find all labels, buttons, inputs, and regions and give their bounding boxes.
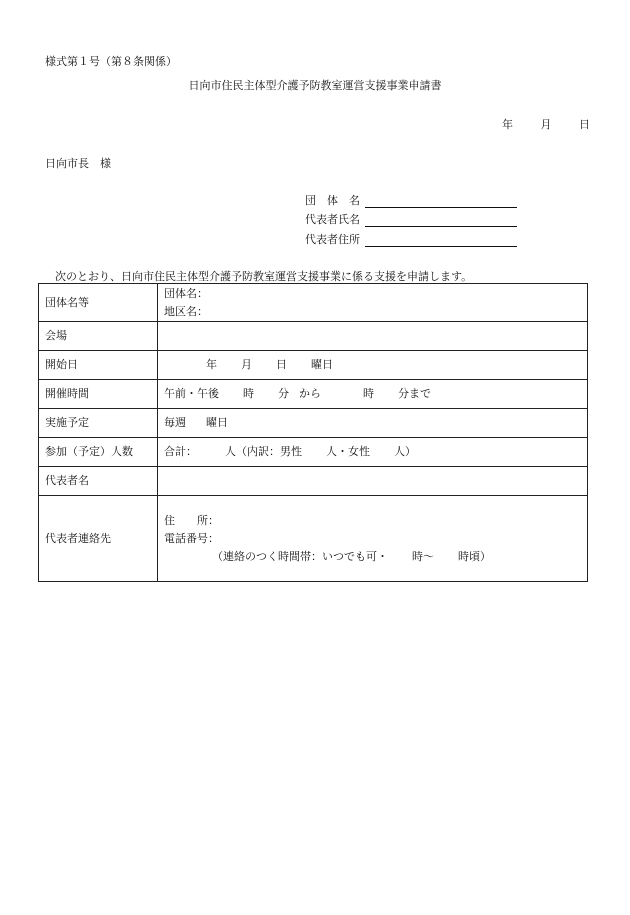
- application-table: [38, 283, 588, 582]
- ampm-choice: 午前・午後: [164, 387, 219, 400]
- start-day: 日: [276, 358, 287, 371]
- minute-to: 分まで: [398, 387, 431, 400]
- addressee: 日向市長 様: [45, 157, 111, 170]
- rep-name-underline[interactable]: [365, 214, 517, 227]
- value-venue[interactable]: [158, 322, 588, 351]
- row-participants: [39, 438, 588, 467]
- value-rep-name[interactable]: [158, 467, 588, 496]
- persons-close: 人）: [394, 445, 416, 458]
- persons-male: 人（内訳：男性: [225, 445, 302, 458]
- value-start-date[interactable]: [158, 351, 588, 380]
- date-line: [478, 116, 590, 132]
- label-schedule: 実施予定: [39, 409, 158, 438]
- row-start-date: [39, 351, 588, 380]
- row-group: [39, 284, 588, 322]
- value-group[interactable]: [158, 284, 588, 322]
- date-year: 年: [502, 118, 513, 131]
- row-schedule: [39, 409, 588, 438]
- row-rep-name: [39, 467, 588, 496]
- rep-name-label: 代表者氏名: [305, 213, 360, 226]
- contact-hours-c: 時頃）: [458, 549, 491, 563]
- applicant-group-name-field[interactable]: [305, 192, 517, 208]
- value-hours[interactable]: [158, 380, 588, 409]
- total-word: 合計：: [164, 445, 197, 458]
- intro-text: 次のとおり、日向市住民主体型介護予防教室運営支援事業に係る支援を申請します。: [55, 270, 473, 283]
- from-word: から: [299, 387, 321, 400]
- row-contact: [39, 496, 588, 582]
- hour-from: 時: [243, 387, 254, 400]
- value-participants[interactable]: [158, 438, 588, 467]
- contact-hours-a: （連絡のつく時間帯：いつでも可・: [212, 549, 388, 563]
- hour-to: 時: [363, 387, 374, 400]
- group-name-label: 団 体 名: [305, 194, 360, 207]
- label-group: 団体名等: [39, 284, 158, 322]
- persons-female: 人・女性: [326, 445, 370, 458]
- minute-from: 分: [278, 387, 289, 400]
- schedule-weekday: 曜日: [206, 416, 228, 429]
- label-venue: 会場: [39, 322, 158, 351]
- label-contact: 代表者連絡先: [39, 496, 158, 582]
- group-name-underline[interactable]: [365, 195, 517, 208]
- district-name-line: 地区名：: [164, 304, 208, 318]
- rep-address-label: 代表者住所: [305, 233, 360, 246]
- label-hours: 開催時間: [39, 380, 158, 409]
- weekly-word: 毎週: [164, 416, 186, 429]
- row-venue: [39, 322, 588, 351]
- date-day: 日: [579, 118, 590, 131]
- label-participants: 参加（予定）人数: [39, 438, 158, 467]
- applicant-rep-address-field[interactable]: [305, 231, 517, 247]
- row-hours: [39, 380, 588, 409]
- label-start-date: 開始日: [39, 351, 158, 380]
- group-name-line: 団体名：: [164, 286, 208, 300]
- start-month: 月: [241, 358, 252, 371]
- start-weekday: 曜日: [311, 358, 333, 371]
- contact-phone-line: 電話番号：: [164, 531, 219, 545]
- label-rep-name: 代表者名: [39, 467, 158, 496]
- rep-address-underline[interactable]: [365, 234, 517, 247]
- contact-hours-line: [164, 548, 581, 566]
- applicant-rep-name-field[interactable]: [305, 211, 517, 227]
- contact-address-line: 住 所：: [164, 513, 219, 527]
- document-title: 日向市住民主体型介護予防教室運営支援事業申請書: [188, 79, 442, 92]
- contact-hours-b: 時〜: [412, 549, 434, 563]
- date-month: 月: [540, 118, 552, 131]
- start-year: 年: [206, 358, 217, 371]
- form-number: 様式第１号（第８条関係）: [45, 55, 177, 68]
- value-schedule[interactable]: [158, 409, 588, 438]
- value-contact[interactable]: [158, 496, 588, 582]
